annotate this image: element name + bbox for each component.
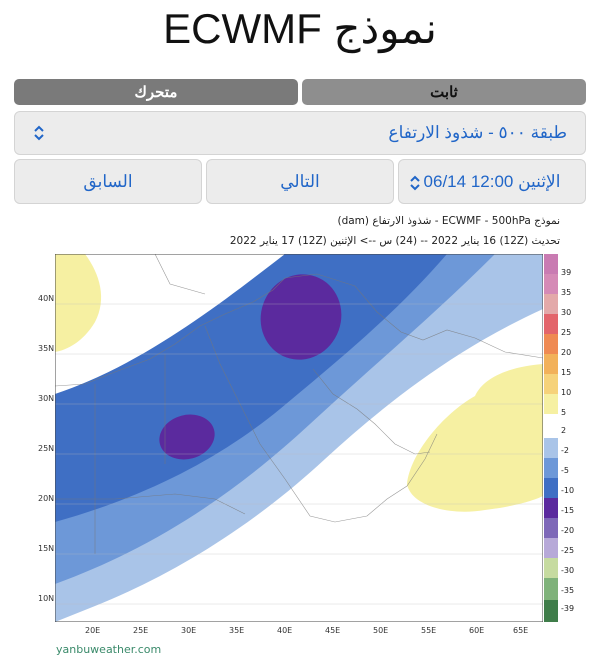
lon-label: 60E (469, 626, 485, 635)
lat-label: 20N (38, 494, 55, 503)
colorbar-label: -5 (561, 466, 569, 475)
lon-label: 65E (513, 626, 529, 635)
layer-select[interactable] (14, 111, 586, 155)
colorbar-label: -2 (561, 446, 569, 455)
colorbar-label: 5 (561, 408, 567, 417)
lon-label: 35E (229, 626, 245, 635)
colorbar-label: 35 (561, 288, 572, 297)
page-title: نموذج ECWMF (163, 5, 437, 52)
chart-subtitle: تحديث (12Z) 16 يناير 2022 -- (24) س --> الإثنين (12Z) 17 يناير 2022 (229, 235, 560, 247)
lat-label: 15N (38, 544, 55, 553)
colorbar-label: 39 (561, 268, 572, 277)
datetime-value: الإثنين 12:00 06/14 (423, 171, 561, 191)
lat-label: 35N (38, 344, 55, 353)
chart-title: نموذج ECWMF - 500hPa - شذوذ الارتفاع (dam) (337, 215, 560, 227)
datetime-select[interactable] (398, 159, 586, 204)
lon-label: 45E (325, 626, 341, 635)
chevron-updown-icon (33, 124, 45, 142)
colorbar-label: 25 (561, 328, 572, 337)
colorbar-label: 15 (561, 368, 572, 377)
lon-label: 20E (85, 626, 101, 635)
tab-static[interactable]: ثابت (302, 79, 586, 105)
colorbar-label: 30 (561, 308, 572, 317)
chevron-updown-icon (409, 174, 421, 192)
colorbar-label: 20 (561, 348, 572, 357)
lat-label: 40N (38, 294, 55, 303)
lon-label: 55E (421, 626, 437, 635)
lon-label: 30E (181, 626, 197, 635)
colorbar-label: -39 (561, 604, 575, 613)
colorbar-label: -30 (561, 566, 575, 575)
colorbar-label: 10 (561, 388, 572, 397)
lon-label: 40E (277, 626, 293, 635)
next-button[interactable]: التالي (206, 159, 394, 204)
colorbar (544, 254, 558, 622)
prev-button[interactable]: السابق (14, 159, 202, 204)
lat-label: 30N (38, 394, 55, 403)
lat-label: 25N (38, 444, 55, 453)
colorbar-label: 2 (561, 426, 567, 435)
site-credit: yanbuweather.com (56, 643, 162, 656)
colorbar-label: -10 (561, 486, 575, 495)
lat-label: 10N (38, 594, 55, 603)
lon-label: 50E (373, 626, 389, 635)
tab-dynamic[interactable]: متحرك (14, 79, 298, 105)
colorbar-label: -15 (561, 506, 575, 515)
colorbar-label: -35 (561, 586, 575, 595)
lon-label: 25E (133, 626, 149, 635)
layer-select-value: طبقة ٥٠٠ - شذوذ الارتفاع (388, 123, 567, 142)
colorbar-label: -20 (561, 526, 575, 535)
anomaly-map (55, 254, 543, 622)
colorbar-label: -25 (561, 546, 575, 555)
